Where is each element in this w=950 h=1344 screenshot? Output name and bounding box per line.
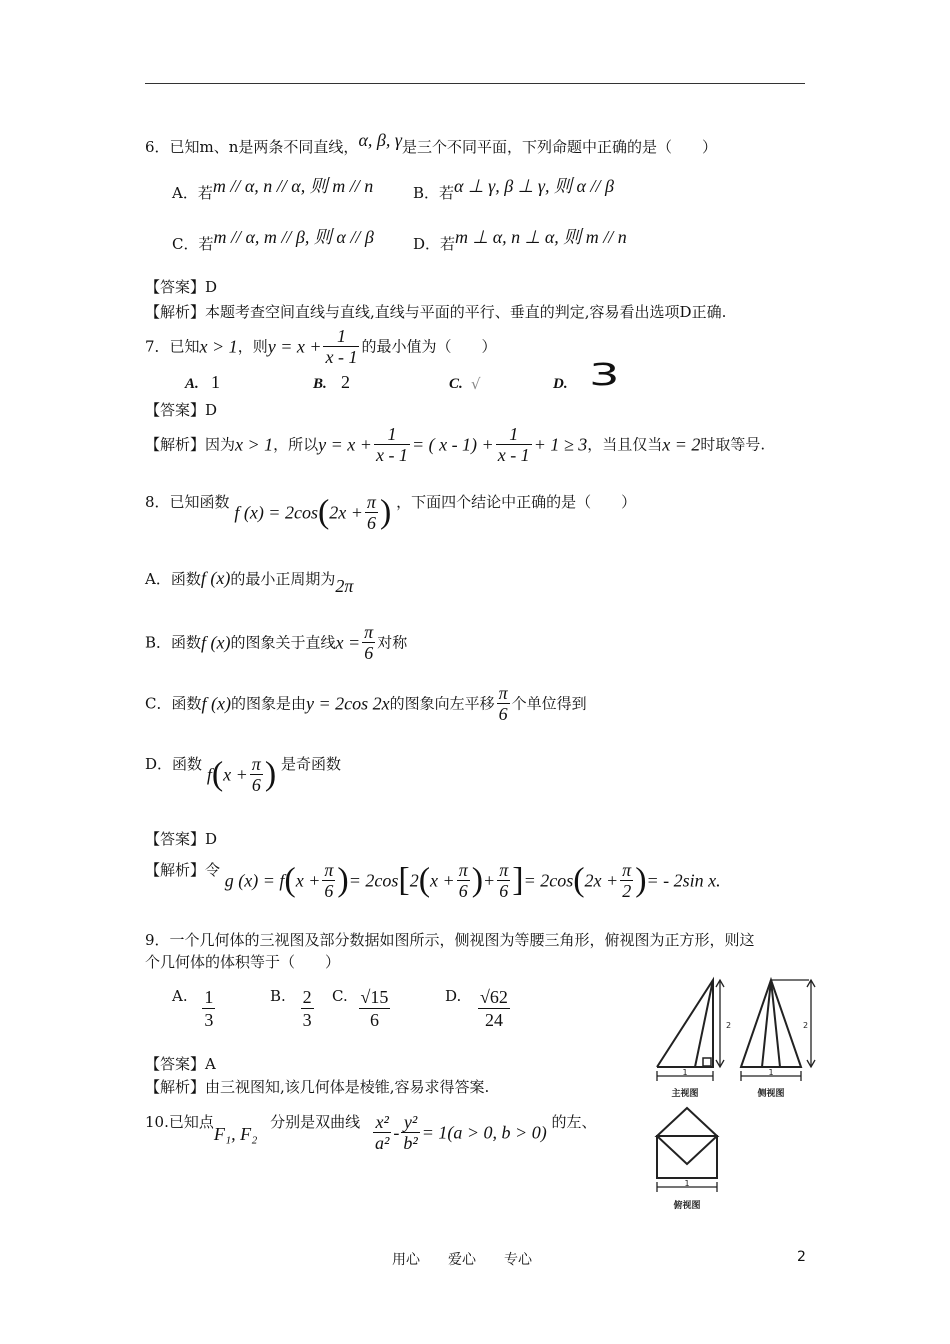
main-view-caption: 主视图	[671, 1089, 699, 1099]
q8-option-a: A．函数f (x)的最小正周期为2π	[145, 568, 354, 596]
main-view-triangle	[657, 980, 713, 1067]
main-height-label: 2	[726, 1021, 732, 1030]
q7-options: A. 1 B. 2 C. √ D. 3	[185, 358, 620, 393]
q8-option-b: B．函数f (x)的图象关于直线x = $\frac{\pi}{6}$ 对称	[145, 622, 408, 663]
q6-option-c: C．若m // α, m // β, 则 α // β	[172, 227, 374, 253]
q6-option-d: D．若m ⊥ α, n ⊥ α, 则 m // n	[413, 227, 627, 253]
q7-stem: 7．已知x > 1，则y = x + $\frac{1}{x - 1}$ 的最小值为（ ）	[145, 326, 497, 367]
q6-stem: 6．已知m、n是两条不同直线，α, β, γ是三个不同平面，下列命题中正确的是（ ）	[145, 130, 717, 156]
q8-option-c: C．函数f (x)的图象是由y = 2cos 2x的图象向左平移 $\frac{\pi}{6}$ 个单位得到	[145, 683, 587, 724]
footer-slogan: 用心 爱心 专心	[392, 1252, 532, 1268]
main-height-dimension	[716, 980, 724, 1067]
q6-option-a: A．若m // α, n // α, 则 m // n	[172, 176, 374, 202]
q8-answer: 【答案】D	[145, 830, 218, 848]
q9-option-c: C. $\frac{√15}{6}$	[332, 987, 389, 1030]
header-rule	[145, 83, 805, 84]
q7-answer: 【答案】D	[145, 401, 218, 419]
q6-planes: α, β, γ	[358, 130, 402, 150]
q9-option-a: A. $\frac{1}{3}$	[172, 987, 214, 1030]
side-height-label: 2	[803, 1021, 809, 1030]
main-width-label: 1	[682, 1068, 688, 1077]
top-view-square	[657, 1108, 717, 1178]
side-width-label: 1	[768, 1068, 774, 1077]
side-view-caption: 侧视图	[757, 1089, 785, 1099]
q6-answer: 【答案】D	[145, 278, 218, 296]
q9-stem-line2: 个几何体的体积等于（ ）	[145, 953, 341, 971]
q9-option-b: B. $\frac{2}{3}$	[270, 987, 312, 1030]
q9-option-d: D. $\frac{√62}{24}$	[445, 987, 508, 1030]
q6-option-b: B．若α ⊥ γ, β ⊥ γ, 则 α // β	[413, 176, 614, 202]
q9-stem-line1: 9．一个几何体的三视图及部分数据如图所示，侧视图为等腰三角形，俯视图为正方形，则这	[145, 931, 755, 949]
q7-analysis: 【解析】因为x > 1，所以y = x + $\frac{1}{x - 1}$ = ( x - 1) + $\frac{1}{x - 1}$ + 1 ≥ 3，当且仅当x = 2时取等号.	[145, 424, 766, 465]
q10-stem: 10.已知点F₁, F₂ 分别是双曲线 $\frac{\text{x²}}{\text{a²}}$ - $\frac{\text{y²}}{\text{b²}}$ = 1(a > 0, b > 0) 的左、	[145, 1112, 597, 1153]
q9-answer: 【答案】A	[145, 1055, 216, 1073]
three-view-figure	[645, 970, 845, 1220]
q8-analysis: 【解析】令 g (x) = f(x + $\frac{\pi}{6}$ )= 2cos[2(x + $\frac{\pi}{6}$ )+ $\frac{\pi}{6}$ ]= 2cos(2x + $\frac{\pi}{2}$ )= - 2sin x.	[145, 860, 721, 901]
q8-option-d: D．函数 f(x + $\frac{\pi}{6}$ ) 是奇函数	[145, 754, 341, 795]
q8-stem: 8．已知函数 f (x) = 2cos(2x + $\frac{\pi}{6}$ ) ，下面四个结论中正确的是（ ）	[145, 492, 637, 533]
q6-analysis: 【解析】本题考查空间直线与直线,直线与平面的平行、垂直的判定,容易看出选项D正确.	[145, 303, 727, 321]
side-height-dimension	[807, 980, 815, 1067]
page-number: 2	[797, 1249, 806, 1265]
q9-analysis: 【解析】由三视图知,该几何体是棱锥,容易求得答案.	[145, 1078, 490, 1096]
top-width-label: 1	[684, 1179, 690, 1188]
top-view-caption: 俯视图	[673, 1201, 701, 1211]
side-view-triangle	[741, 980, 809, 1067]
